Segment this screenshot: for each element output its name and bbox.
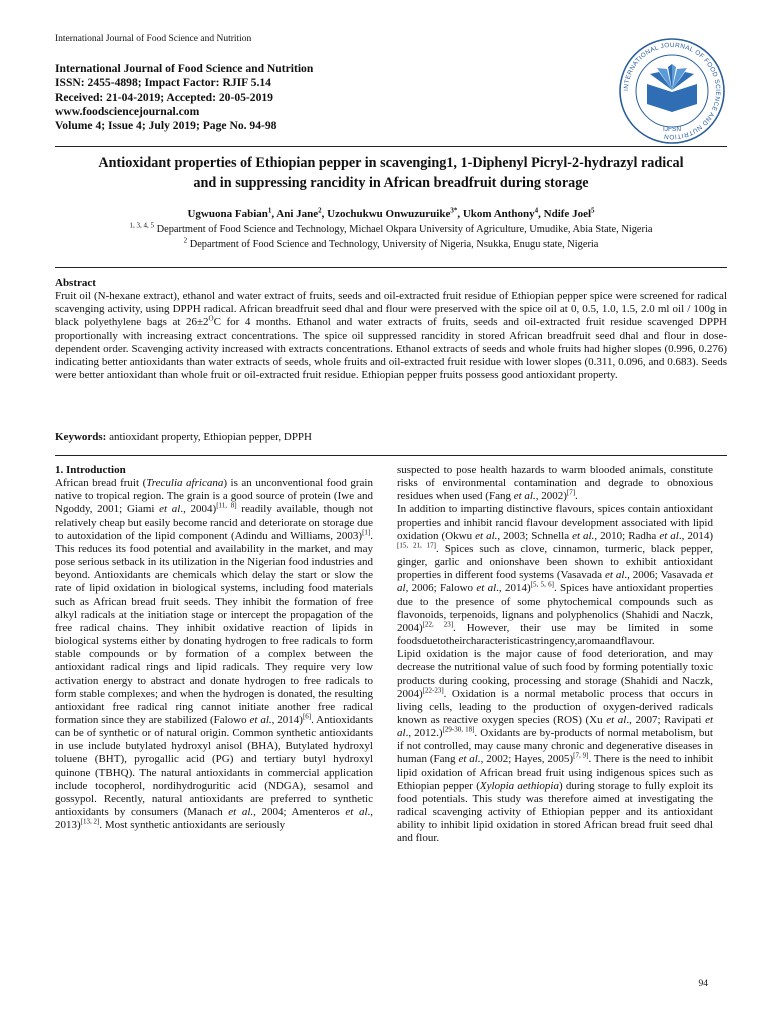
journal-info [55, 62, 313, 133]
citation: [22, 23] [422, 620, 454, 629]
affiliation-2-text: Department of Food Science and Technology, University of Nigeria, Nsukka, Enugu state, Nigeria [189, 239, 599, 250]
affiliation-1 [55, 221, 727, 235]
issn-line: ISSN: 2455-4898; Impact Factor: RJIF 5.14 [55, 76, 271, 90]
author-name: Uzochukwu Onwuzuruike [327, 208, 451, 220]
citation: [13, 2] [80, 817, 100, 826]
journal-seal-icon [617, 36, 727, 146]
abstract-text: Fruit oil (N-hexane extract), ethanol and water extract of fruits, seeds and oil-extracted fruit residue of Ethiopian pepper spice were screened for radical scavenging activity, using DPPH radical. African breadfruit seed dhal and flour were preserved with the spice oil at 0, 0.5, 1.0, 1.5, 2.0 ml oil / 100g in black polyethylene bags at $26\pm 2^OC$ for 4 months. Ethanol and water extracts of fruits, seeds and oil-extracted fruit residue scavenged DPPH proportionally with increasing extract concentrations. The spice oil suppressed rancidity in stored African breadfruit seed dhal and flour in dose-dependent order. Scavenging activity increased with extracts concentrations. Ethanol extracts of seeds and whole fruits had higher slopes (0.996, 0.276) indicating better antioxidants than water extracts of seeds, whole fruits and oil-extracted fruit residue with lower slopes (0.311, 0.096, and 0.683). Seeds were better antioxidant than whole fruit or oil-extracted fruit residue. Ethiopian pepper fruits possess good antioxidant property. [55, 290, 728, 382]
citation: [5, 5, 6] [530, 580, 554, 589]
author-affil-sup: 4 [534, 206, 539, 215]
affiliation-2-sup: 2 [183, 236, 188, 245]
affiliation-1-sup: 1, 3, 4, 5 [129, 221, 154, 230]
header-rule [55, 146, 727, 147]
seal-ring-text: INTERNATIONAL JOURNAL OF FOOD SCIENCE AND NUTRITION [622, 41, 722, 141]
citation: [7, 9] [573, 751, 589, 760]
citation: [29-30, 18] [442, 725, 475, 734]
author-affil-sup: 2 [318, 206, 322, 215]
volume-line: Volume 4; Issue 4; July 2019; Page No. 94-98 [55, 119, 277, 133]
body-rule [55, 455, 727, 456]
author-name: Ndife Joel [543, 208, 592, 220]
body-paragraph-1: suspected to pose health hazards to warm blooded animals, constitute risks of environmental contamination and degrade to obnoxious residues when used (Fang et al., 2002)[7]. [397, 464, 713, 503]
title-line-1: Antioxidant properties of Ethiopian pepper in scavenging1, 1-Diphenyl Picryl-2-hydrazyl radical [98, 155, 684, 171]
page-number: 94 [698, 979, 708, 989]
running-head: International Journal of Food Science and Nutrition [55, 34, 252, 44]
citation: [1] [362, 528, 371, 537]
affiliation-2 [55, 236, 727, 250]
right-column [397, 464, 713, 846]
citation: [22-23] [422, 686, 444, 694]
journal-website[interactable]: www.foodsciencejournal.com [55, 104, 200, 118]
keywords-text: antioxidant property, Ethiopian pepper, DPPH [109, 431, 312, 443]
journal-name: International Journal of Food Science and Nutrition [55, 62, 314, 75]
abstract-heading: Abstract [55, 277, 96, 289]
author-affil-sup: 3* [450, 206, 458, 215]
keywords [55, 431, 312, 443]
citation: [6] [302, 712, 312, 721]
citation: [11, 8] [216, 501, 237, 510]
abstract-rule [55, 267, 727, 268]
seal-bottom-text: IJFSN [662, 126, 682, 133]
author-name: Ukom Anthony [462, 208, 535, 220]
citation: [7] [566, 488, 576, 497]
intro-paragraph: African bread fruit (Treculia africana) is an unconventional food grain native to tropical region. The grain is a good source of protein (Iwe and Ngoddy, 2001; Giami et al., 2004)[11, 8] readily available, though not relatively cheap but easily become rancid and deteriorate on storage due to autoxidation of the lipid component (Adindu and Williams, 2003)[1]. This reduces its food potential and availability in the market, and may pose serious setback in its utilization in the Nigerian food industries and beyond. Antioxidants are chemicals which delay the start or slow the rate of lipid oxidation in biological systems, including food materials such as African bread fruit seeds. They inhibit the formation of free alkyl radicals at the initiation stage or intercept the propagation of the free radical chains. They inhibit oxidative reaction of lipids in biological systems either by donating hydrogen to free radicals to form stable compounds or by formation of a complex between the antioxidant radical rings and lipid radicals. They require very low activation energy to abstract and donate hydrogen to free radicals to form stable complexes; and when the hydrogen is donated, the resulting antioxidant free radical ring cannot initiate another free radical formation since they are stabilized (Falowo et al., 2014)[6]. Antioxidants can be of synthetic or of natural origin. Common synthetic antioxidants in use include butylated hydroxyl anisol (BHA), Butylated hydroxyl toluene (BHT), pyrogallic acid (PG) and tertiary butyl hydroxyl quinone (TBHQ). The natural antioxidants in commercial application include tocopherol, nordihydroguritic acid (NDGA), sesamol and gossypol. Recently, natural antioxidants are preferred to synthetic antioxidants by consumers (Manach et al., 2004; Amenteros et al., 2013)[13, 2]. Most synthetic antioxidants are seriously [55, 477, 373, 832]
body-paragraph-3: Lipid oxidation is the major cause of food deterioration, and may decrease the nutritional value of such food by forming potentially toxic products during cooking, processing and storage (Shahidi and Naczk, 2004)[22-23]. Oxidation is a normal metabolic process that occurs in living cells, leading to the production of oxygen-derived radicals known as reactive oxygen species (ROS) (Xu et al., 2007; Ravipati et al., 2012.)[29-30, 18]. Oxidants are by-products of normal metabolism, but if not controlled, may cause many chronic and degenerative diseases in human (Fang et al., 2002; Hayes, 2005)[7, 9]. There is the need to inhibit lipid oxidation of African bread fruit using indigenous spices such as Ethiopian pepper (Xylopia aethiopia) during storage to fully exploit its food potentials. This study was therefore aimed at investigating the radical scavenging activity of Ethiopian pepper and its antioxidant ability to inhibit lipid oxidation in stored African bread fruit seed dhal and flour. [397, 648, 714, 845]
author-affil-sup: 1 [267, 206, 272, 215]
citation: [15, 21, 17] [397, 541, 437, 550]
title-line-2: and in suppressing rancidity in African breadfruit during storage [193, 174, 589, 191]
author-list: Ugwuona Fabian$^1$, Ani Jane$^2$, Uzochukwu Onwuzuruike$^{3*}$, Ukom Anthony$^4$, Ndife Joel$^5$ [187, 206, 595, 220]
author-name: Ugwuona Fabian [187, 208, 268, 220]
left-column [55, 464, 373, 832]
article-title [55, 154, 727, 193]
seal-book-icon [647, 64, 697, 112]
dates-line: Received: 21-04-2019; Accepted: 20-05-2019 [55, 90, 273, 104]
keywords-label: Keywords: [55, 431, 107, 443]
author-name: Ani Jane [276, 208, 319, 220]
body-paragraph-2: In addition to imparting distinctive flavours, spices contain antioxidant properties and inhibit rancid flavour development associated with lipid oxidation (Okwu et al., 2003; Schnella et al., 2010; Radha et al., 2014)[15, 21, 17]. Spices such as clove, cinnamon, turmeric, black pepper, ginger, garlic and onionshave been shown to exhibit antioxidant properties in different food systems (Vasavada et al., 2006; Vasavada et al, 2006; Falowo et al., 2014)[5, 5, 6]. Spices have antioxidant properties due to the presence of some phytochemical compounds such as flavonoids, terpenoids, lignans and polyphenolics (Shahidi and Naczk, 2004)[22, 23]. However, their use may be limited in some foodsduetotheircharacteristicastringency,aromaandflavour. [397, 503, 714, 648]
section-heading-introduction: 1. Introduction [55, 464, 126, 476]
affiliation-1-text: Department of Food Science and Technology, Michael Okpara University of Agriculture, Umudike, Abia State, Nigeria [156, 224, 653, 235]
author-affil-sup: 5 [591, 206, 595, 215]
